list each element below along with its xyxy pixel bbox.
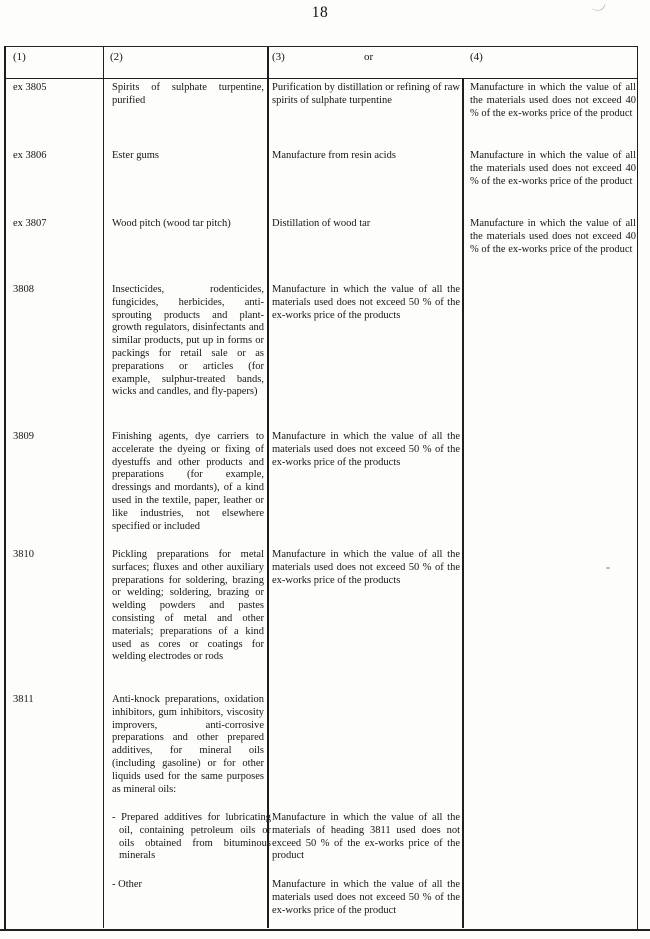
product-description: Pickling preparations for metal surfaces; fluxes and other auxiliary preparations for soldering, brazing or welding; soldering, brazing or welding powders and pastes consisting of metal and other materials; preparations of a kind used as cores or coatings for welding electrodes or rods	[112, 549, 264, 663]
header-col-4: (4)	[470, 51, 483, 63]
origin-rule: Manufacture in which the value of all the materials used does not exceed 50 % of the ex-works price of the products	[272, 431, 460, 468]
header-col-1: (1)	[13, 51, 26, 63]
table-header-row	[6, 47, 637, 79]
product-description: - Prepared additives for lubricating oil, containing petroleum oils or oils obtained from bituminous minerals	[112, 812, 271, 862]
origin-rule: Manufacture in which the value of all the materials used does not exceed 50 % of the ex-works price of the product	[272, 879, 460, 916]
table-bottom-border	[0, 929, 650, 931]
header-col-3: (3)	[272, 51, 285, 63]
header-or-label: or	[364, 51, 374, 63]
page-number: 18	[311, 4, 329, 21]
hs-heading: 3811	[13, 694, 34, 705]
column-divider	[462, 79, 464, 928]
hs-heading: 3809	[13, 431, 34, 442]
column-divider	[103, 79, 105, 928]
alt-origin-rule: Manufacture in which the value of all the materials used does not exceed 40 % of the ex-works price of the product	[470, 150, 636, 187]
table-body	[6, 79, 637, 928]
scan-artifact	[592, 0, 605, 13]
header-col-2: (2)	[110, 51, 123, 63]
product-description: Wood pitch (wood tar pitch)	[112, 218, 231, 229]
product-description: - Other	[112, 879, 143, 890]
origin-rule: Purification by distillation or refining of raw spirits of sulphate turpentine	[272, 82, 460, 106]
origin-rule: Manufacture in which the value of all the materials used does not exceed 50 % of the ex-works price of the products	[272, 284, 460, 321]
product-description: Finishing agents, dye carriers to accelerate the dyeing or fixing of dyestuffs and other products and preparations (for example, dressings and mordants), of a kind used in the textile, paper, leather or like industries, not elsewhere specified or included	[112, 431, 264, 532]
hs-heading: 3808	[13, 284, 34, 295]
hs-heading: ex 3807	[13, 218, 47, 229]
origin-rule: Distillation of wood tar	[272, 218, 371, 229]
origin-rule: Manufacture in which the value of all the materials used does not exceed 50 % of the ex-works price of the products	[272, 549, 460, 586]
hs-heading: ex 3805	[13, 82, 47, 93]
header-column-divider	[267, 47, 269, 78]
product-description: Insecticides, rodenticides, fungicides, herbicides, anti-sprouting products and plant-growth regulators, disinfectants and similar products, put up in forms or packings for retail sale or as preparations or articles (for example, sulphur-treated bands, wicks and candles, and fly-papers)	[112, 284, 264, 398]
hs-heading: ex 3806	[13, 150, 47, 161]
hs-heading: 3810	[13, 549, 34, 560]
alt-origin-rule: Manufacture in which the value of all the materials used does not exceed 40 % of the ex-works price of the product	[470, 218, 636, 255]
origin-rule: Manufacture in which the value of all the materials of heading 3811 used does not exceed 50 % of the ex-works price of the product	[272, 812, 460, 862]
origin-rule: Manufacture from resin acids	[272, 150, 396, 161]
alt-origin-rule: Manufacture in which the value of all the materials used does not exceed 40 % of the ex-works price of the product	[470, 82, 636, 119]
column-divider	[267, 79, 269, 928]
header-column-divider	[103, 47, 105, 78]
product-description: Spirits of sulphate turpentine, purified	[112, 82, 264, 106]
product-description: Ester gums	[112, 150, 159, 161]
rules-of-origin-table	[4, 46, 638, 929]
product-description: Anti-knock preparations, oxidation inhibitors, gum inhibitors, viscosity improvers, anti-corrosive preparations and other prepared additives, for mineral oils (including gasoline) or for other liquids used for the same purposes as mineral oils:	[112, 694, 264, 795]
